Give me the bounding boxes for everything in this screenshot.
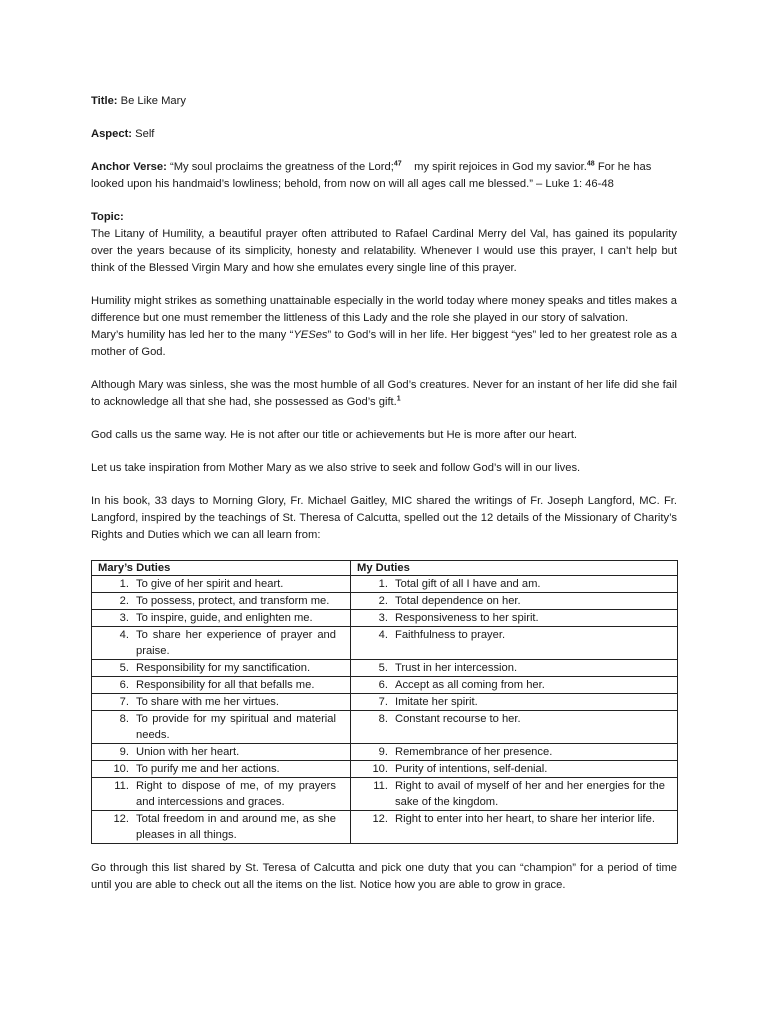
header-marys-duties: Mary’s Duties (92, 561, 351, 576)
my-duty-cell (351, 761, 678, 778)
duty-number: 9. (119, 746, 129, 758)
paragraph-4-text: Although Mary was sinless, she was the most humble of all God’s creatures. Never for an instant of her life did she fail to acknowledge all that she had, she possessed as God’s gift. (91, 379, 677, 408)
duty-text: Responsibility for my sanctification. (136, 662, 311, 674)
paragraph-3-b: ” to God’s will in her life. Her biggest “yes” led to her greatest role as a mother of God. (91, 329, 677, 358)
table-row (92, 761, 678, 778)
table-row (92, 811, 678, 844)
my-duty-cell (351, 677, 678, 694)
duty-text: To share with me her virtues. (136, 696, 280, 708)
my-duty-cell (351, 694, 678, 711)
duty-number: 6. (378, 679, 388, 691)
marys-duty-cell (92, 627, 351, 660)
title-label: Title: (91, 95, 118, 107)
anchor-label: Anchor Verse: (91, 161, 167, 173)
duty-text: Right to dispose of me, of my prayers and intercessions and graces. (136, 780, 336, 808)
marys-duty-cell (92, 576, 351, 593)
duty-text: Purity of intentions, self-denial. (395, 763, 548, 775)
verse-number-47: 47 (393, 160, 402, 168)
duty-number: 5. (378, 662, 388, 674)
anchor-part1: “My soul proclaims the greatness of the Lord; (169, 161, 394, 173)
table-row (92, 694, 678, 711)
duty-number: 3. (119, 612, 129, 624)
my-duty-cell (351, 627, 678, 660)
duty-number: 1. (378, 578, 388, 590)
aspect-value: Self (135, 128, 155, 140)
my-duty-cell (351, 576, 678, 593)
duty-text: To give of her spirit and heart. (136, 578, 284, 590)
paragraph-7: In his book, 33 days to Morning Glory, Fr. Michael Gaitley, MIC shared the writings of Fr. Joseph Langford, MC. Fr. Langford, inspired by the teachings of St. Theresa of Calcutta, spelled out the 12 details of the Missionary of Charity’s Rights and Duties which we can all learn from: (91, 495, 677, 541)
duties-table-header (92, 561, 678, 576)
duty-number: 11. (373, 780, 388, 792)
duty-text: To inspire, guide, and enlighten me. (136, 612, 313, 624)
duty-text: Accept as all coming from her. (395, 679, 545, 691)
duty-text: To provide for my spiritual and material needs. (136, 713, 336, 741)
marys-duty-cell (92, 811, 351, 844)
table-row (92, 576, 678, 593)
table-row (92, 660, 678, 677)
marys-duty-cell (92, 610, 351, 627)
anchor-part3: For he has looked upon his handmaid’s lowliness; behold, from now on will all ages call me blessed.” – Luke 1: 46-48 (91, 161, 652, 190)
duty-text: Union with her heart. (136, 746, 240, 758)
anchor-verse (91, 159, 677, 193)
duty-text: Responsibility for all that befalls me. (136, 679, 315, 691)
table-row (92, 744, 678, 761)
duty-number: 10. (372, 763, 388, 775)
closing-paragraph: Go through this list shared by St. Teresa of Calcutta and pick one duty that you can “champion” for a period of time until you are able to check out all the items on the list. Notice how you are able to grow in grace. (91, 862, 677, 891)
duty-number: 12. (113, 813, 129, 825)
duty-text: Total gift of all I have and am. (395, 578, 541, 590)
marys-duty-cell (92, 677, 351, 694)
table-row (92, 593, 678, 610)
marys-duty-cell (92, 761, 351, 778)
marys-duty-cell (92, 778, 351, 811)
table-row (92, 677, 678, 694)
duty-number: 2. (378, 595, 388, 607)
duty-number: 10. (113, 763, 129, 775)
duty-text: Constant recourse to her. (395, 713, 521, 725)
table-row (92, 610, 678, 627)
duties-table-body (92, 576, 678, 844)
my-duty-cell (351, 778, 678, 811)
duty-text: Trust in her intercession. (395, 662, 518, 674)
header-my-duties: My Duties (351, 561, 678, 576)
duty-number: 1. (119, 578, 129, 590)
topic-label-line (91, 209, 677, 226)
duty-text: Responsiveness to her spirit. (395, 612, 539, 624)
marys-duty-cell (92, 744, 351, 761)
aspect-label: Aspect: (91, 128, 133, 140)
duty-text: Imitate her spirit. (395, 696, 478, 708)
duty-number: 9. (378, 746, 388, 758)
my-duty-cell (351, 744, 678, 761)
table-row (92, 778, 678, 811)
title-value: Be Like Mary (120, 95, 186, 107)
duty-number: 4. (119, 629, 129, 641)
duty-text: To purify me and her actions. (136, 763, 280, 775)
paragraph-1: The Litany of Humility, a beautiful prayer often attributed to Rafael Cardinal Merry del Val, has gained its popularity over the years because of its simplicity, honesty and relatability. Whenever I would use this prayer, I can’t help but think of the Blessed Virgin Mary and how she emulates every single line of this prayer. (91, 228, 677, 274)
duty-text: Faithfulness to prayer. (395, 629, 506, 641)
marys-duty-cell (92, 711, 351, 744)
duty-text: Right to enter into her heart, to share her interior life. (395, 813, 655, 825)
title-line (91, 93, 677, 110)
my-duty-cell (351, 811, 678, 844)
paragraph-3 (91, 327, 677, 361)
marys-duty-cell (92, 660, 351, 677)
anchor-part2: my spirit rejoices in God my savior. (414, 161, 587, 173)
duty-number: 11. (114, 780, 129, 792)
duty-number: 7. (119, 696, 129, 708)
duty-number: 6. (119, 679, 129, 691)
marys-duty-cell (92, 593, 351, 610)
duty-text: Total dependence on her. (395, 595, 521, 607)
my-duty-cell (351, 711, 678, 744)
duty-number: 8. (378, 713, 388, 725)
aspect-line (91, 126, 677, 143)
duty-number: 4. (378, 629, 388, 641)
duty-text: Right to avail of myself of her and her energies for the sake of the kingdom. (395, 780, 665, 808)
paragraph-5: God calls us the same way. He is not after our title or achievements but He is more after our heart. (91, 429, 578, 441)
paragraph-4 (91, 377, 677, 411)
duty-text: Total freedom in and around me, as she pleases in all things. (136, 813, 336, 841)
duty-number: 3. (378, 612, 388, 624)
paragraph-6: Let us take inspiration from Mother Mary as we also strive to seek and follow God’s will in our lives. (91, 462, 581, 474)
table-row (92, 627, 678, 660)
duty-text: Remembrance of her presence. (395, 746, 553, 758)
my-duty-cell (351, 610, 678, 627)
paragraph-2: Humility might strikes as something unattainable especially in the world today where money speaks and titles makes a difference but one must remember the littleness of this Lady and the role she played in our story of salvation. (91, 295, 677, 324)
paragraph-3-a: Mary’s humility has led her to the many “ (91, 329, 294, 341)
duty-text: To possess, protect, and transform me. (136, 595, 330, 607)
paragraph-3-emphasis: YESes (293, 329, 328, 341)
my-duty-cell (351, 593, 678, 610)
duty-number: 7. (378, 696, 388, 708)
footnote-marker: 1 (396, 395, 401, 403)
marys-duty-cell (92, 694, 351, 711)
duties-table (91, 560, 678, 844)
topic-label: Topic: (91, 211, 124, 223)
duty-number: 5. (119, 662, 129, 674)
duty-text: To share her experience of prayer and praise. (136, 629, 336, 657)
verse-number-48: 48 (586, 160, 595, 168)
table-row (92, 711, 678, 744)
duty-number: 12. (372, 813, 388, 825)
duty-number: 8. (119, 713, 129, 725)
duty-number: 2. (119, 595, 129, 607)
my-duty-cell (351, 660, 678, 677)
